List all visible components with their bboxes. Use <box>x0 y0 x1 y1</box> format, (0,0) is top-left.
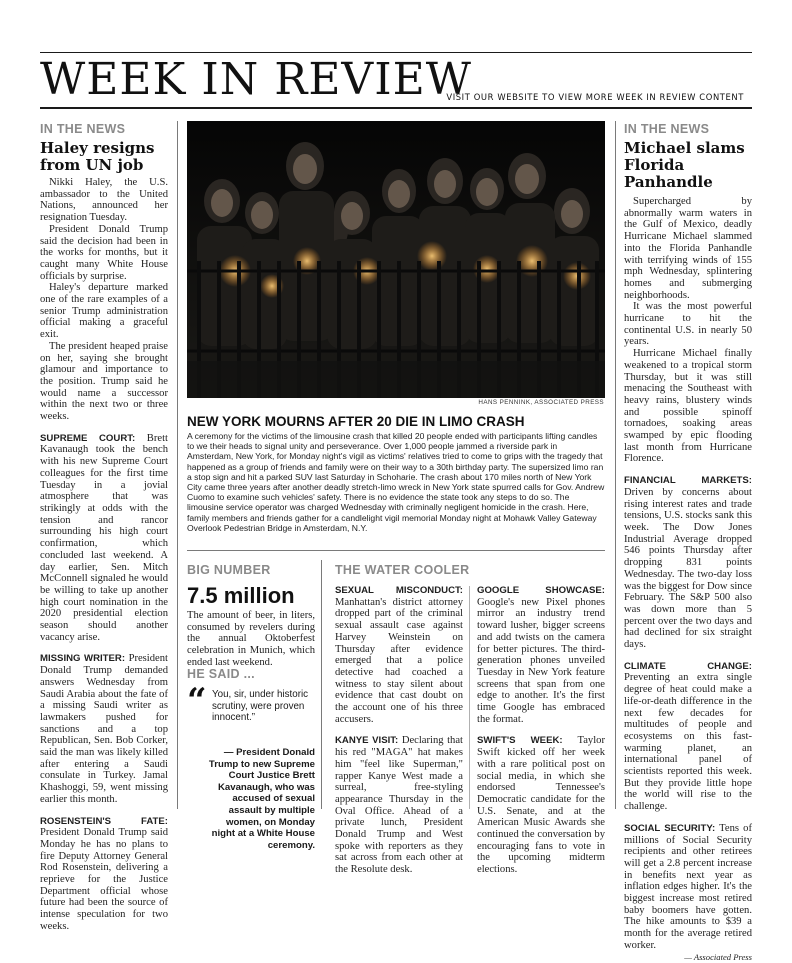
bignumber-text: The amount of beer, in liters, consumed by revelers during the annual Oktoberfest celebration in Munich, which ended last weekend. <box>187 610 315 668</box>
column-divider-mid1 <box>321 560 322 809</box>
right-byline: — Associated Press <box>684 951 752 962</box>
right-section-financial: FINANCIAL MARKETS: Driven by concerns about rising interest rates and trade tensions, U.S. stocks sank this week. The Dow Jones Industrial Average dropped 546 points Thursday after dropping 831 points Wednesday. The two-day loss was the biggest for Dow since February. The S&P 500 also was down more than 5 percent over the two days and had declined for six straight days. <box>624 475 753 651</box>
right-article <box>624 196 752 963</box>
hesaid-kicker: HE SAID ... <box>187 667 255 681</box>
watercooler-kicker: THE WATER COOLER <box>335 563 470 577</box>
left-article <box>40 177 168 933</box>
vigil-photo <box>187 121 605 398</box>
right-kicker: IN THE NEWS <box>624 122 710 136</box>
hesaid-quote: You, sir, under historic scrutiny, were proven innocent.” <box>212 689 309 724</box>
column-divider-mid2 <box>469 586 470 809</box>
right-column <box>624 122 752 963</box>
watercooler-item: KANYE VISIT: Declaring that his red "MAGA" hat makes him "feel like Superman," rapper Kanye West made a surreal, free-styling appearance Thursday in the Oval Office. Ahead of a private lunch, President Donald Trump and West spoke with reporters as they sat across from each other at the Resolute desk. <box>335 735 463 876</box>
hesaid-attribution: — President Donald Trump to new Supreme Court Justice Brett Kavanaugh, who was accused of sexual assault by multiple women, on Monday night at a White House ceremony. <box>208 747 315 851</box>
left-section-missing-writer: MISSING WRITER: President Donald Trump demanded answers Wednesday from Saudi Arabia about the fate of a missing Saudi writer as lawmakers pushed for sanctions and a top Republican, Sen. Bob Corker, said the man was likely killed after entering a Saudi consulate in Turkey. Jamal Khashoggi, 59, went missing earlier this month. <box>40 653 168 805</box>
left-headline: Haley resigns from UN job <box>40 139 155 174</box>
right-paragraph: Supercharged by abnormally warm waters in the Gulf of Mexico, deadly Hurricane Michael slammed into the Florida Panhandle with terrifying winds of 155 mph Wednesday, splintering homes and submerging neighborhoods. <box>624 196 752 301</box>
bignumber-value: 7.5 million <box>187 583 295 608</box>
left-section-rosenstein: ROSENSTEIN'S FATE: President Donald Trump said Monday he has no plans to fire Deputy Attorney General Rod Rosenstein, delivering a reprieve for the Justice Department official whose future had been the source of intense speculation for two weeks. <box>40 815 168 932</box>
watercooler-item: SWIFT'S WEEK: Taylor Swift kicked off her week with a rare political post on social media, in which she endorsed Tennessee's Democratic candidate for the U.S. Senate, and at the American Music Awards she continued the conversation by encouraging fans to vote in the upcoming midterm elections. <box>477 735 605 876</box>
top-rule <box>40 52 752 53</box>
left-kicker: IN THE NEWS <box>40 122 126 136</box>
quote-mark-icon: “ <box>187 681 207 721</box>
right-headline: Michael slams Florida Panhandle <box>624 139 745 191</box>
bignumber-kicker: BIG NUMBER <box>187 563 271 577</box>
right-section-climate: CLIMATE CHANGE: Preventing an extra single degree of heat could make a life-or-death difference in the next few decades for multitudes of people and ecosystems on this fast-warming planet, an international panel of scientists reported this week. But they provide little hope the world will rise to the challenge. <box>624 660 752 813</box>
left-paragraph: The president heaped praise on her, saying she brought glamour and importance to the position. Trump said he would name a successor within the next two or three weeks. <box>40 340 168 423</box>
photo-headline: NEW YORK MOURNS AFTER 20 DIE IN LIMO CRASH <box>187 414 525 429</box>
masthead-rule <box>40 107 752 109</box>
column-divider-left <box>177 121 178 809</box>
right-section-social-security: SOCIAL SECURITY: Tens of millions of Social Security recipients and other retirees will get a 2.8 percent increase in benefits next year as inflation edges higher. It's the biggest increase most retired baby boomers have gotten. The hike amounts to $39 a month for the average retired worker. <box>624 822 752 951</box>
column-divider-right <box>615 121 616 809</box>
left-paragraph: Nikki Haley, the U.S. ambassador to the United Nations, announced her resignation Tuesday. <box>40 177 168 224</box>
watercooler-item: SEXUAL MISCONDUCT: Manhattan's district attorney dropped part of the criminal sexual assault case against Harvey Weinstein on Thursday after evidence emerged that a police detective had coached a witness to stay silent about evidence that cast doubt on the account one of his three accusers. <box>335 585 463 725</box>
masthead-tagline[interactable]: VISIT OUR WEBSITE TO VIEW MORE WEEK IN REVIEW CONTENT <box>446 92 744 102</box>
left-section-supreme-court: SUPREME COURT: Brett Kavanaugh took the bench with his new Supreme Court colleagues for the first time Tuesday in a jovial atmosphere that was strikingly at odds with the tension and rancor surrounding his high court confirmation, which concluded last weekend. A day earlier, Sen. Mitch McConnell signaled he would be willing to take up another high court nomination in the 2020 presidential election season should another vacancy arise. <box>40 432 168 643</box>
photo-credit: HANS PENNINK, ASSOCIATED PRESS <box>478 399 604 406</box>
right-paragraph: Hurricane Michael finally weakened to a tropical storm Thursday, but it was still menacing the Southeast with heavy rains, blustery winds and possible spinoff tornadoes, soaking areas swamped by epic flooding last month from Hurricane Florence. <box>624 348 752 465</box>
left-paragraph: Haley's departure marked one of the rare examples of a senior Trump administration official making a graceful exit. <box>40 282 168 341</box>
vigil-photo-illustration <box>187 121 605 398</box>
photo-section-divider <box>187 550 605 551</box>
watercooler-item: GOOGLE SHOWCASE: Google's new Pixel phones mirror an industry trend toward lusher, bigger screens and add twists on the camera for better pictures. The third-generation phones unveiled Tuesday in New York feature screens that span from one edge to another. It's the first time Google has embraced the format. <box>477 585 605 725</box>
masthead-title: WEEK IN REVIEW <box>40 54 472 105</box>
left-column <box>40 122 168 933</box>
photo-caption: A ceremony for the victims of the limousine crash that killed 20 people ended with participants lifting candles to we their heads to signal unity and perseverance. Over 1,000 people jammed a riverside park in Amsterdam, New York, for Monday night's vigil as victims' relatives tried to come to grips with the tragedy that happened as a group of friends and family were on their way to a 30th birthday party. The supersized limo ran a stop sign and hit a parked SUV last Saturday in Schoharie. The crash about 170 miles north of New York City came three years after another deadly stretch-limo wreck in New York state spurred calls for Gov. Andrew Cuomo to examine such vehicles' safety. There is no evidence the state took any steps to do so. The limousine service operator was charged Wednesday with criminally negligent homicide in the crash. Here, family members and friends gather for a candlelight vigil memorial Monday night at Mohawk Valley Gateway Overlook Pedestrian Bridge in Amsterdam, N.Y. <box>187 431 605 533</box>
right-paragraph: It was the most powerful hurricane to hit the continental U.S. in nearly 50 years. <box>624 301 752 348</box>
watercooler-column-2 <box>477 585 605 876</box>
watercooler-column-1 <box>335 585 463 876</box>
left-paragraph: President Donald Trump said the decision had been in the works for months, but it caught many White House officials by surprise. <box>40 223 168 282</box>
